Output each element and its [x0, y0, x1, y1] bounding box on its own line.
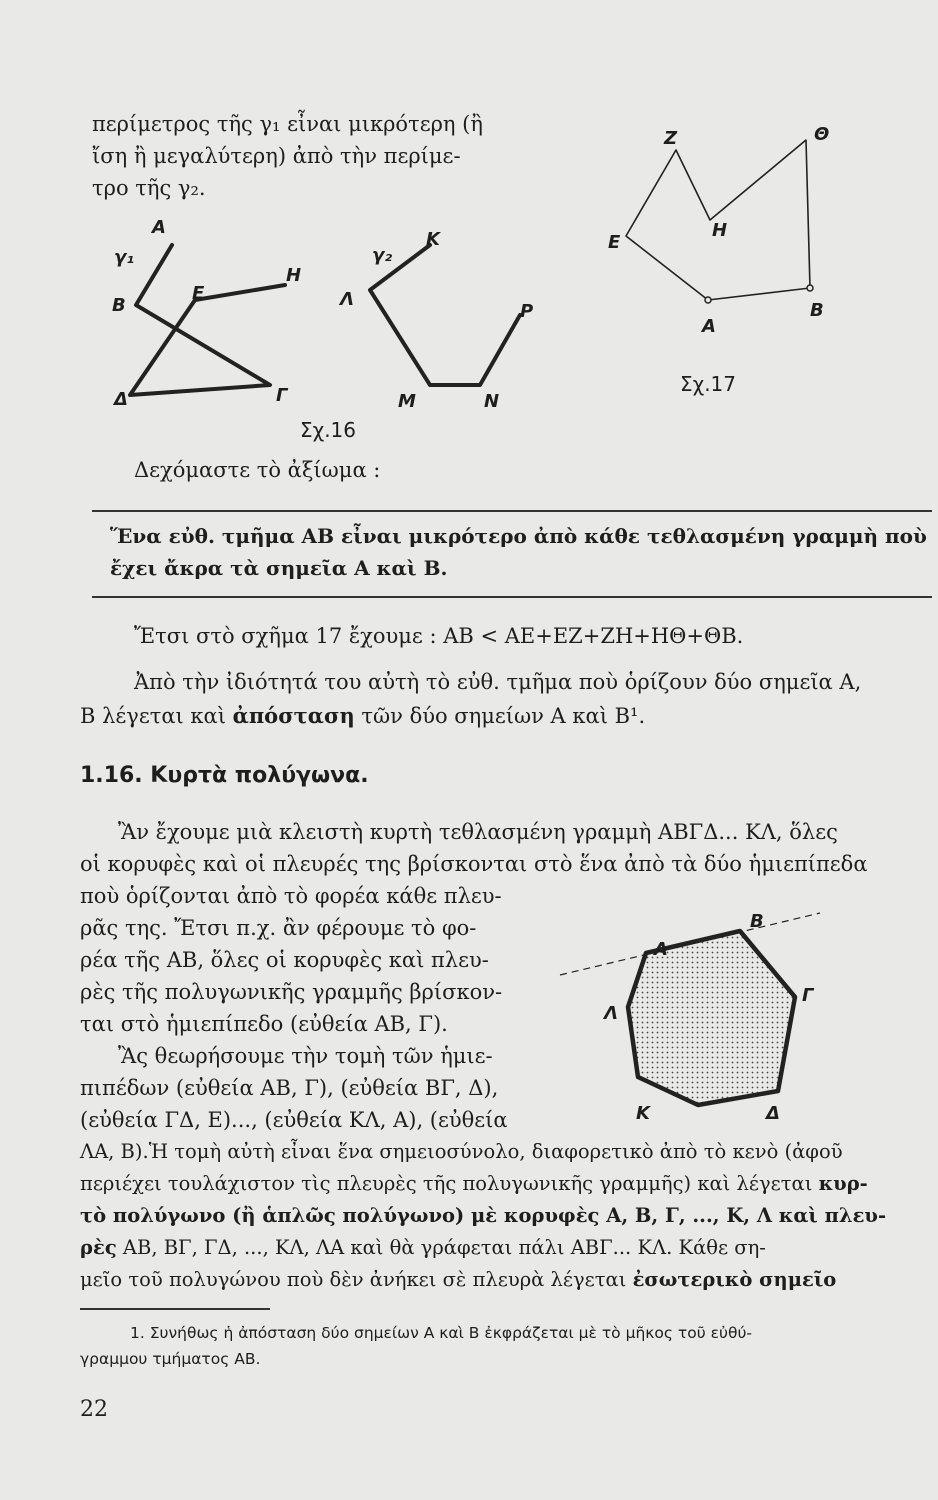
footnote-line-1: 1. Συνήθως ἡ ἀπόσταση δύο σημείων Α καὶ Β ἐκφράζεται μὲ τὸ μῆκος τοῦ εὐθύ- — [130, 1324, 753, 1342]
poly-label-g: Γ — [802, 985, 814, 1006]
example-line: Ἔτσι στὸ σχῆμα 17 ἔχουμε : ΑΒ < ΑΕ+ΕΖ+ΖΗ+ΗΘ+ΘΒ. — [134, 624, 744, 648]
distance-term: ἀπόσταση — [232, 703, 355, 728]
poly-label-a: Α — [654, 939, 668, 960]
poly-label-l: Λ — [604, 1003, 618, 1024]
page-number: 22 — [80, 1397, 108, 1422]
axiom-line-1: Ἕνα εὐθ. τμῆμα ΑΒ εἶναι μικρότερο ἀπὸ κάθε τεθλασμένη γραμμὴ ποὺ — [110, 524, 927, 548]
para2-line-8-term: ἐσωτερικὸ σημεῖο — [632, 1268, 837, 1291]
para2-line-7-text: ΑΒ, ΒΓ, ΓΔ, ..., ΚΛ, ΛΑ καὶ θὰ γράφεται πάλι ΑΒΓ... ΚΛ. Κάθε ση- — [116, 1236, 766, 1259]
poly-label-d: Δ — [766, 1103, 780, 1124]
fig16-label-r: Ρ — [520, 301, 534, 322]
para1-line-2: οἱ κορυφὲς καὶ οἱ πλευρές της βρίσκονται στὸ ἕνα ἀπὸ τὰ δύο ἡμιεπίπεδα — [80, 852, 868, 876]
para1-line-1: Ἂν ἔχουμε μιὰ κλειστὴ κυρτὴ τεθλασμένη γραμμὴ ΑΒΓΔ... ΚΛ, ὅλες — [118, 820, 838, 844]
figure-polygon — [590, 905, 840, 1125]
fig17-label-b: Β — [810, 300, 824, 321]
fig16-caption: Σχ.16 — [300, 418, 356, 442]
distance-line-2 — [80, 700, 645, 732]
distance-text-c: τῶν δύο σημείων Α καὶ Β¹. — [354, 704, 646, 728]
fig17-label-h: Η — [712, 220, 728, 241]
fig16-label-g1: γ₁ — [114, 247, 135, 268]
fig16-label-n: Ν — [484, 391, 500, 412]
fig16-label-g: Γ — [276, 385, 288, 406]
fig16-label-a: Α — [152, 217, 166, 238]
para2-line-6: τὸ πολύγωνο (ἢ ἁπλῶς πολύγωνο) μὲ κορυφὲς Α, Β, Γ, ..., Κ, Λ καὶ πλευ- — [80, 1204, 887, 1227]
para1-line-7: ται στὸ ἡμιεπίπεδο (εὐθεία ΑΒ, Γ). — [80, 1012, 448, 1036]
para2-line-5 — [80, 1168, 868, 1200]
intro-line-3: τρο τῆς γ₂. — [92, 176, 206, 200]
fig16-label-e: Ε — [192, 283, 205, 304]
para2-line-3: (εὐθεία ΓΔ, Ε)..., (εὐθεία ΚΛ, Α), (εὐθεία — [80, 1108, 508, 1132]
intro-line-2: ἴση ἢ μεγαλύτερη) ἀπὸ τὴν περίμε- — [92, 144, 461, 168]
fig16-label-m: Μ — [398, 391, 416, 412]
para2-line-7 — [80, 1232, 766, 1264]
para2-line-5-text: περιέχει τουλάχιστον τὶς πλευρὲς τῆς πολυγωνικῆς γραμμῆς) καὶ λέγεται — [80, 1172, 819, 1195]
footnote-line-2: γραμμου τμήματος ΑΒ. — [80, 1350, 261, 1368]
para2-line-8-text: μεῖο τοῦ πολυγώνου ποὺ δὲν ἀνήκει σὲ πλευρὰ λέγεται — [80, 1268, 633, 1291]
para1-line-5: ρέα τῆς ΑΒ, ὅλες οἱ κορυφὲς καὶ πλευ- — [80, 948, 489, 972]
polyline-gamma1 — [130, 245, 285, 395]
para1-line-6: ρὲς τῆς πολυγωνικῆς γραμμῆς βρίσκον- — [80, 980, 503, 1004]
fig17-label-z: Ζ — [664, 128, 678, 149]
section-title: 1.16. Κυρτὰ πολύγωνα. — [80, 763, 369, 788]
axiom-bottom-rule — [92, 596, 932, 598]
fig16-label-d: Δ — [114, 389, 128, 410]
para1-line-3: ποὺ ὁρίζονται ἀπὸ τὸ φορέα κάθε πλευ- — [80, 884, 502, 908]
fig17-caption: Σχ.17 — [680, 372, 736, 396]
distance-line-1: Ἀπὸ τὴν ἰδιότητά του αὐτὴ τὸ εὐθ. τμῆμα ποὺ ὁρίζουν δύο σημεῖα Α, — [134, 670, 862, 694]
fig16-label-g2: γ₂ — [372, 245, 393, 266]
fig17-label-a: Α — [702, 316, 716, 337]
axiom-line-2: ἔχει ἄκρα τὰ σημεῖα Α καὶ Β. — [110, 556, 448, 580]
para2-line-5-term: κυρ- — [818, 1172, 868, 1195]
para2-line-1: Ἂς θεωρήσουμε τὴν τομὴ τῶν ἡμιε- — [118, 1044, 493, 1068]
figure-17 — [600, 110, 840, 350]
intro-line-1: περίμετρος τῆς γ₁ εἶναι μικρότερη (ἢ — [92, 112, 483, 136]
fig16-label-l: Λ — [340, 289, 354, 310]
fig16-label-b: Β — [112, 295, 126, 316]
para2-line-4: ΛΑ, Β).Ἡ τομὴ αὐτὴ εἶναι ἕνα σημειοσύνολο, διαφορετικὸ ἀπὸ τὸ κενὸ (ἀφοῦ — [80, 1140, 843, 1163]
footnote-rule — [80, 1308, 270, 1310]
polyline-gamma2 — [370, 245, 520, 385]
para1-line-4: ρᾶς της. Ἔτσι π.χ. ἂν φέρουμε τὸ φο- — [80, 916, 477, 940]
fig16-label-k: Κ — [426, 229, 440, 250]
para2-line-2: πιπέδων (εὐθεία ΑΒ, Γ), (εὐθεία ΒΓ, Δ), — [80, 1076, 499, 1100]
axiom-intro: Δεχόμαστε τὸ ἀξίωμα : — [134, 458, 381, 482]
para2-line-7-term: ρὲς — [80, 1236, 117, 1259]
para2-line-8 — [80, 1264, 836, 1296]
axiom-top-rule — [92, 510, 932, 512]
fig17-label-e: Ε — [608, 232, 621, 253]
fig16-label-h: Η — [286, 265, 302, 286]
fig17-label-th: Θ — [814, 124, 830, 145]
distance-text-a: Β λέγεται καὶ — [80, 704, 233, 728]
poly-label-k: Κ — [636, 1103, 650, 1124]
poly-label-b: Β — [750, 911, 764, 932]
